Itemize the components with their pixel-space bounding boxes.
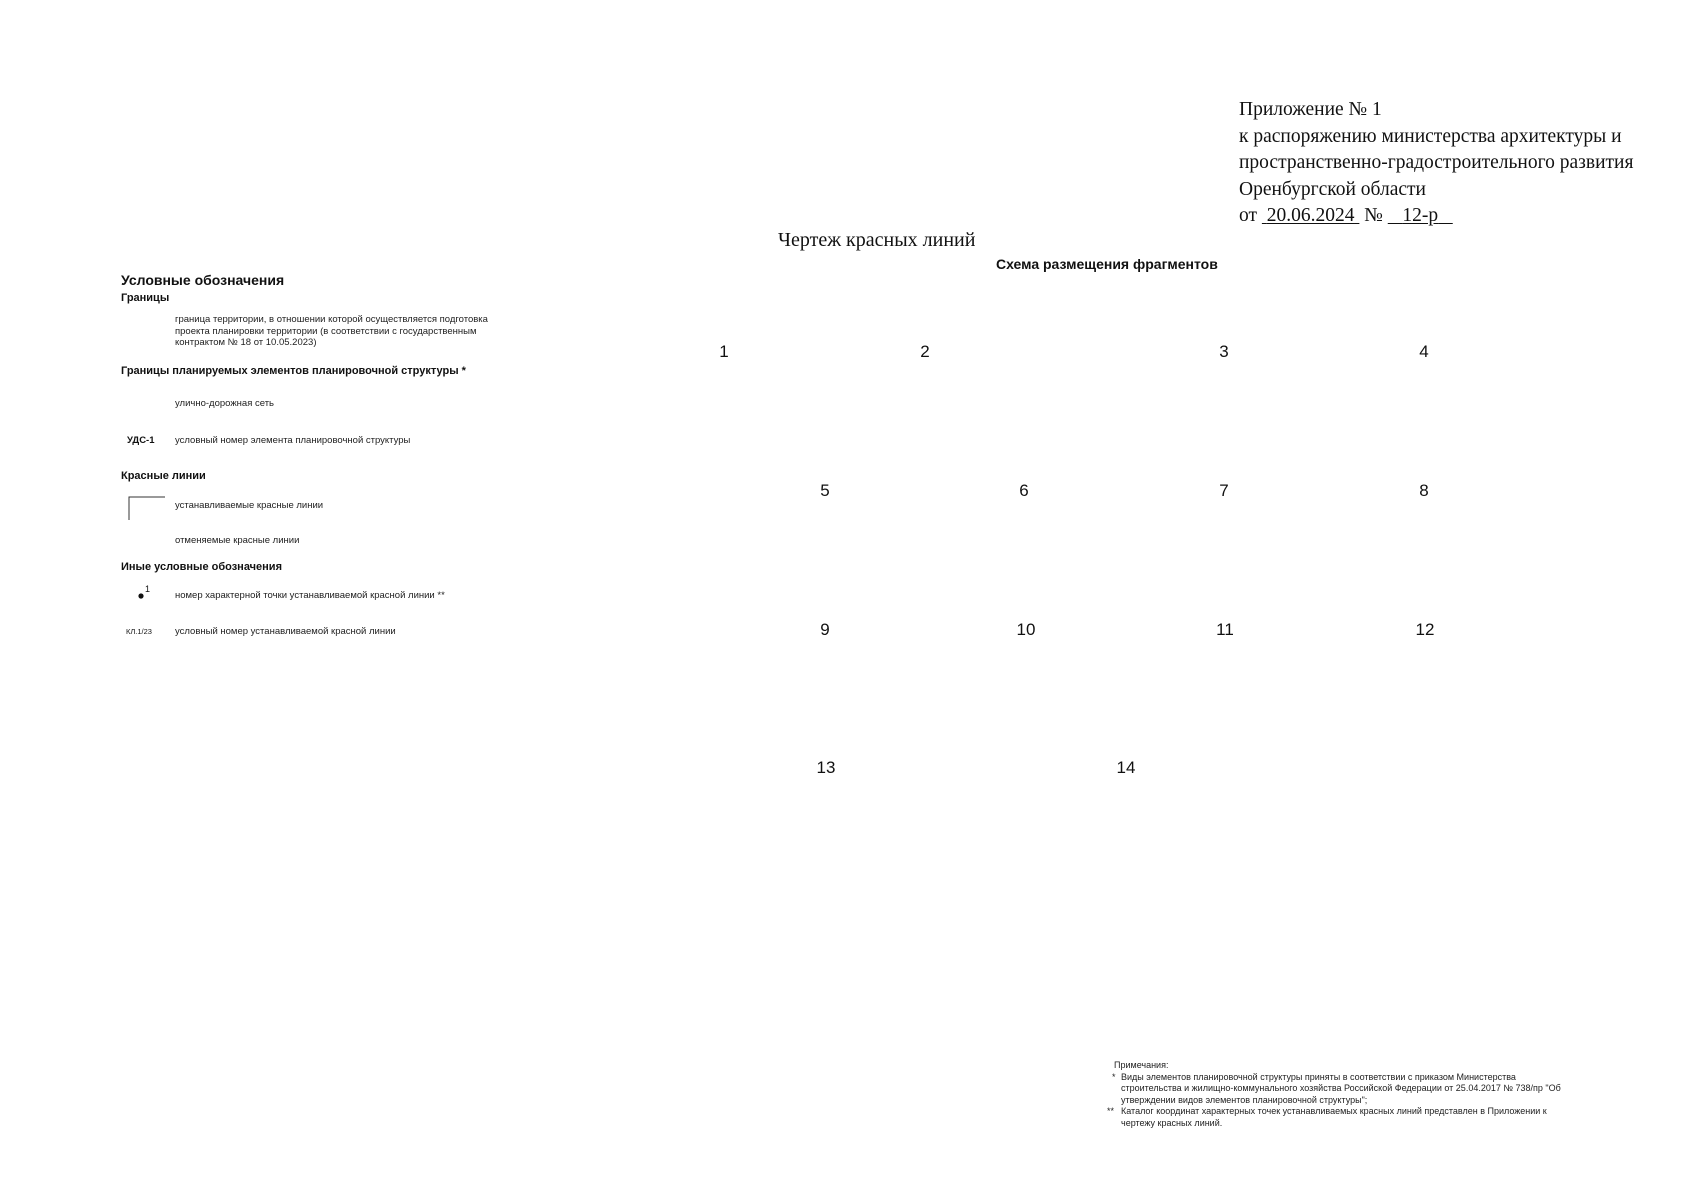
document-title: Чертеж красных линий [778, 229, 976, 251]
fragment-number: 2 [920, 342, 930, 361]
legend-section-borders: Границы [121, 292, 170, 304]
fragment-number: 12 [1415, 620, 1435, 639]
document-date: 20.06.2024 [1266, 205, 1355, 226]
legend-code-red-line: КЛ.1/23 [126, 627, 152, 636]
fragment-number: 9 [820, 620, 830, 639]
red-line-symbol-icon [127, 495, 167, 521]
legend [0, 0, 700, 700]
note-text: Каталог координат характерных точек устанавливаемых красных линий представлен в Приложении к чертежу красных линий. [1121, 1106, 1547, 1128]
fragment-number: 5 [820, 481, 830, 500]
fragment-number: 7 [1219, 481, 1229, 500]
appendix-number: Приложение № 1 [1239, 99, 1382, 120]
fragment-number: 4 [1419, 342, 1429, 361]
appendix-ref-line: Оренбургской области [1239, 178, 1426, 200]
appendix-ref-line: пространственно-градостроительного развития [1239, 152, 1634, 173]
legend-section-red-lines: Красные линии [121, 470, 206, 482]
legend-point-label: 1 [145, 584, 151, 594]
note-mark: * [1112, 1071, 1116, 1082]
fragment-number: 14 [1116, 758, 1136, 777]
note-text: Виды элементов планировочной структуры приняты в соответствии с приказом Министерства строительства и жилищно-коммунального хозяйства Российской Федерации от 25.04.2017 № 738/пр "Об утверждении видов элементов планировочной структуры"; [1121, 1071, 1561, 1105]
legend-section-planned: Границы планируемых элементов планировочной структуры * [121, 365, 466, 377]
number-sign: № [1364, 205, 1383, 226]
fragment-number: 3 [1219, 342, 1229, 361]
note-mark: ** [1107, 1106, 1115, 1117]
legend-item-element-number: условный номер элемента планировочной структуры [175, 435, 411, 446]
notes-title: Примечания: [1114, 1060, 1169, 1070]
legend-item-road-network: улично-дорожная сеть [175, 398, 275, 409]
legend-item-point-number: номер характерной точки устанавливаемой красной линии ** [175, 590, 445, 601]
note-item [1107, 1106, 1577, 1129]
scheme-title: Схема размещения фрагментов [996, 256, 1218, 272]
fragment-number: 8 [1419, 481, 1429, 500]
legend-item-established-red-lines: устанавливаемые красные линии [175, 500, 324, 511]
date-prefix: от [1239, 205, 1258, 226]
legend-item-red-line-number: условный номер устанавливаемой красной линии [175, 626, 396, 637]
fragment-number: 1 [719, 342, 729, 361]
fragment-number: 11 [1216, 620, 1234, 639]
appendix-date-line [1239, 203, 1679, 230]
fragment-number: 6 [1019, 481, 1029, 500]
legend-title: Условные обозначения [121, 272, 285, 288]
document-number: 12-р [1402, 205, 1439, 226]
point-symbol-icon [137, 592, 145, 600]
note-item [1107, 1072, 1577, 1107]
fragment-number: 10 [1016, 620, 1036, 639]
fragment-number: 13 [816, 758, 836, 777]
legend-section-other: Иные условные обозначения [121, 561, 282, 573]
appendix-header [1239, 97, 1679, 230]
legend-item-cancelled-red-lines: отменяемые красные линии [175, 535, 300, 546]
legend-item-territory-border: граница территории, в отношении которой осуществляется подготовка проекта планировки территории (в соответствии с государственным контрактом № 18 от 10.05.2023) [175, 314, 488, 348]
notes [1107, 1060, 1577, 1130]
legend-code-uds: УДС-1 [127, 435, 155, 446]
appendix-ref-line: к распоряжению министерства архитектуры и [1239, 125, 1622, 147]
